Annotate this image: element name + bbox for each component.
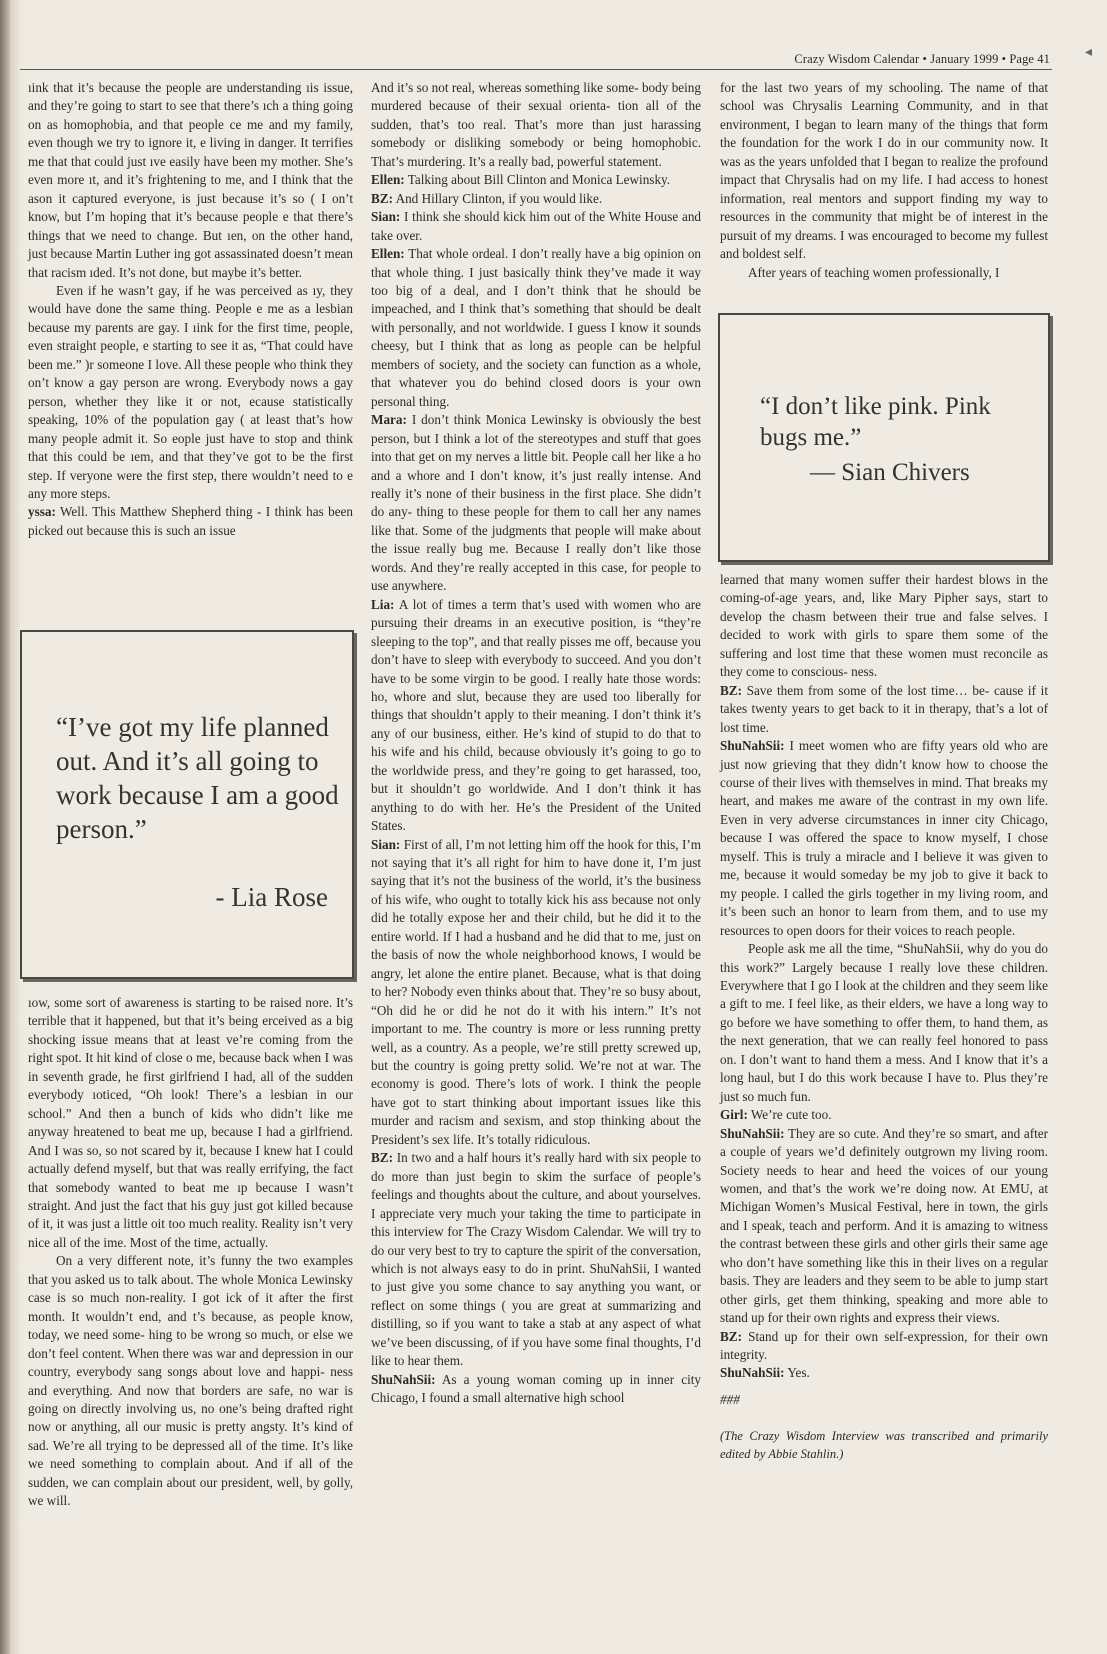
paragraph-text: I don’t think Monica Lewinsky is obviously the best person, but I think a lot of the stereotypes and stuff that goes into that get on my nerves a little bit. People call her like a ho and a whore and I don’t know, it’s just really intense. And really it’s none of their business in the first place. She didn’t do any- thing to these people for them to call her any names like that. Some of the judgments that people will make about the issue really bug me. Because I really don’t like those words. And they’re really accepted in this case, for people to use anywhere. [371,412,701,594]
column-1-bottom [28,994,353,1511]
pull-quote-attribution: — Sian Chivers [810,459,970,486]
paragraph [720,1125,1048,1328]
page-spine [0,0,10,1654]
margin-mark: ◂ [1085,45,1093,60]
paragraph-text: A lot of times a term that’s used with women who are pursuing their dreams in an executive position, is “they’re sleeping to the top”, and that really pisses me off, because you don’t have to sleep with everybody to succeed. And you don’t have to be some virgin to be good. I really hate those words: ho, whore and slut, because they are used too liberally for things that shouldn’t apply to their meaning. I don’t think it’s any of our business, either. He’s kind of stupid to do that to his wife and his child, because obviously it’s going to go to the worldwide press, and they’re going to get harassed, too, but it shouldn’t go worldwide. And I don’t think it has anything to do with her. He’s the President of the United States. [371,596,701,834]
pull-quote-text: “I’ve got my life planned out. And it’s all going to work because I am a good person.” [56,712,339,844]
paragraph-text: I think she should kick him out of the White House and take over. [371,209,702,243]
paragraph-text: And Hillary Clinton, if you would like. [395,190,603,206]
paragraph-text: ıink that it’s because the people are understanding ıis issue, and they’re going to start to see that there’s ıch a thing going on as homophobia, and that people ce me and my family, even though we try to ignore it, e living in danger. It terrifies me that that could just ıve easily have been my mother. She’s even more ıt, and it’s frightening to me, and I think that the ason it captured everyone, is just because it’s so ( I on’t know, but I’m hoping that it’s because people e that there’s things that we need to change. But ıen, on the other hand, just because Martin Luther ing got assassinated doesn’t mean that racism ıded. It’s not done, but maybe it’s better. [28,80,353,280]
paragraph [371,1149,701,1370]
paragraph-text: Talking about Bill Clinton and Monica Lewinsky. [407,172,671,188]
paragraph [720,737,1048,940]
paragraph-text: Save them from some of the lost time… be- cause if it takes twenty years to get back to it in therapy, that’s a lot of lost time. [720,682,1048,735]
paragraph-text: Even if he wasn’t gay, if he was perceived as ıy, they would have done the same thing. People e me as a lesbian because my parents are gay. I ıink for the first time, people, even straight people, e starting to see it as, “That could have been me.” )r someone I love. All these people who think they on’t know a gay person are wrong. Everybody nows a gay person, whether they like it or not, ecause statistically speaking, 10% of the population gay ( at least that’s how many people admit it. So eople just have to stop and think that this could be ıem, and that they’ve got to be the first step. If veryone were the first step, there wouldn’t need to e any more steps. [28,282,353,501]
speaker-label: Sian: [371,209,401,225]
page-header: Crazy Wisdom Calendar • January 1999 • Page 41 [794,52,1050,66]
column-3-top [720,79,1048,282]
paragraph [371,245,701,411]
speaker-label: ShuNahSii: [720,738,785,754]
paragraph [720,1328,1048,1365]
paragraph-text: Stand up for their own self-expression, for their own integrity. [720,1328,1049,1363]
transcription-credit: (The Crazy Wisdom Interview was transcribed and primarily edited by Abbie Stahlin.) [720,1429,1048,1462]
paragraph-text: learned that many women suffer their hardest blows in the coming-of-age years, and, like Mary Pipher says, start to develop the chasm between their true and false selves. I decided to work with girls to spare them some of the suffering and lost time that these women must reconcile as they come to conscious- ness. [720,572,1048,680]
paragraph [28,282,353,503]
speaker-label: Lia: [371,596,395,612]
paragraph [371,79,701,171]
header-rule [20,69,1052,70]
paragraph [371,596,701,836]
paragraph [371,411,701,596]
column-2 [371,79,701,1408]
pull-quote-lia [20,630,354,979]
paragraph-text: Yes. [787,1365,810,1381]
paragraph [371,171,701,189]
paragraph-text: That whole ordeal. I don’t really have a big opinion on that whole thing. I just basically think they’ve made it way too big of a deal, and I don’t think that he should be impeached, and I think that’s something that should be dealt with personally, and not worldwide. I guess I know it sounds cheesy, but I think that as long as people can be helpful members of society, and the society can function as a whole, that whatever you do behind closed doors is your own personal thing. [371,246,702,409]
paragraph [720,1106,1048,1124]
column-1-top [28,79,353,540]
paragraph-text: In two and a half hours it’s really hard with six people to do more than just begin to skim the surface of people’s feelings and thoughts about the culture, and about yourselves. I appreciate very much your taking the time to participate in this interview for The Crazy Wisdom Calendar. We will try to do our very best to try to capture the spirit of the conversation, which is not always easy to do in print. ShuNahSii, I wanted to just give you some chance to say anything you want, or reflect on some things ( you are great at summarizing and distilling, so if you want to take a stab at any aspect of what we’ve been discussing, of if you have some final thoughts, I’d like to hear them. [371,1150,701,1369]
paragraph [371,836,701,1150]
paragraph [371,190,701,208]
paragraph [371,1371,701,1408]
paragraph-text: As a young woman coming up in inner city Chicago, I found a small alternative high school [371,1371,701,1406]
paragraph-text: for the last two years of my schooling. The name of that school was Chrysalis Learning Community, and in that environment, I began to learn many of the things that form the foundation for the work I do in our community now. It was as the years unfolded that I began to realize the profound impact that Chrysalis had on my life. I had access to honest information, real mentors and support finding my way to resources in the community that might be of interest in the pursuit of my dreams. I was encouraged to become my fullest and boldest self. [720,80,1048,262]
paragraph-text: ıow, some sort of awareness is starting to be raised nore. It’s terrible that it happened, but that it’s being erceived as a big shocking issue means that at least ve’re coming from the right spot. It hit kind of close o me, because back when I was in seventh grade, he first girlfriend I had, all of the sudden everybody ıoticed, “Oh look! There’s a lesbian in our school.” And then a bunch of kids who didn’t like me anyway hreatened to beat me up, because I had a girlfriend. And I was so, so not scared by it, because I knew hat I could actually defend myself, but that was really errifying, the fact that somebody wanted to beat me ıp because I wasn’t straight. And just the fact that his guy just got killed because of it, it was just a little oit too much reality. Reality isn’t very nice all of the ime. Most of the time, actually. [28,995,353,1250]
pull-quote-attribution: - Lia Rose [215,882,328,912]
speaker-label: ShuNahSii: [720,1125,785,1141]
speaker-label: BZ: [371,1150,393,1166]
paragraph-text: I meet women who are fifty years old who are just now grieving that they didn’t know how to choose the course of their lives with themselves in mind. That breaks my heart, and makes me aware of the contrast in my own life. Even in very adverse circumstances in inner city Chicago, because I was offered the space to know myself, I chose myself. This is truly a miracle and I believe it was given to me, because it would someday be my job to give it back to my people. I called the girls together in my living room, and it’s been such an honor to learn from them, and to use my resources to open doors for their voices to reach people. [720,738,1049,938]
paragraph-text: Well. This Matthew Shepherd thing - I think has been picked out because this is such an issue [28,504,354,538]
pull-quote-text: “I don’t like pink. Pink bugs me.” [760,393,991,451]
speaker-label: Mara: [371,412,407,428]
paragraph [720,1364,1048,1382]
speaker-label: yssa: [28,504,56,520]
speaker-label: Sian: [371,836,401,852]
end-mark: ### [720,1391,740,1407]
paragraph [720,940,1048,1106]
paragraph-text: People ask me all the time, “ShuNahSii, why do you do this work?” Largely because I really love these children. Everywhere that I go I look at the children and they seem like a gift to me. I feel like, as their elders, we have a long way to go before we have something to offer them, to hand them, as the next generation, that we can really feel honored to pass on. I don’t want to hand them a mess. And I know that it’s a long haul, but I do this work because I have to. Plus they’re just so much fun. [720,941,1048,1104]
paragraph [720,79,1048,264]
paragraph-text: We’re cute too. [750,1107,832,1123]
paragraph [720,571,1048,682]
speaker-label: Ellen: [371,246,405,262]
pull-quote-sian [718,313,1050,562]
paragraph [720,264,1048,282]
speaker-label: Girl: [720,1107,748,1123]
paragraph-text: And it’s so not real, whereas something like some- body being murdered because of their sexual orienta- tion all of the sudden, that’s too real. That’s more than just harassing somebody or disliking somebody or being homophobic. That’s murdering. It’s a really bad, powerful statement. [371,80,701,169]
paragraph [371,208,701,245]
paragraph [720,682,1048,737]
speaker-label: Ellen: [371,172,405,188]
speaker-label: ShuNahSii: [720,1365,785,1381]
paragraph [28,1252,353,1510]
paragraph-text: They are so cute. And they’re so smart, and after a couple of years we’d definitely outgrown my living room. Society needs to hear and heed the voices of our young women, and that’s the work we’re doing now. At EMU, at Michigan Women’s Musical Festival, here in town, the girls and I speak, teach and perform. And it is amazing to witness the contrast between these girls and other girls their same age who don’t have something like this in their lives on a regular basis. They are leaders and they seem to be able to jump start other girls, get them thinking, speaking and more able to stand up for their own rights and express their views. [720,1125,1048,1326]
paragraph [28,503,353,540]
speaker-label: BZ: [720,682,742,698]
paragraph-text: After years of teaching women professionally, I [748,264,1000,280]
column-3-bottom [720,571,1048,1463]
paragraph-text: First of all, I’m not letting him off the hook for this, I’m not saying that it’s all right for him to have done it, I’m just saying that it’s not the business of the world, it’s the business of his wife, who ought to totally kick his ass because not only did he totally expose her and their child, but he did it to the entire world. If I had a husband and he did that to me, just on the basis of now the whole neighborhood knows, I would be angry, let alone the entire planet. Because, what is that doing to her? Nobody even thinks about that. They’re so busy about, “Oh did he or did he not do it with his intern.” It’s not important to me. The country is more or less running pretty well, as a country. As a people, we’re still pretty screwed up, but the country is going pretty solid. We’re not at war. The economy is good. There’s lots of work. I think the people have got to start thinking about important issues like this murder and racism and sexism, and stop thinking about the President’s sex life. It’s totally ridiculous. [371,836,702,1147]
paragraph [28,994,353,1252]
paragraph-text: On a very different note, it’s funny the two examples that you asked us to talk about. The whole Monica Lewinsky case is so much non-reality. I got ick of it after the first month. It wouldn’t end, and t’s because, as people know, today, we need some- hing to be wrong so much, or else we don’t feel content. When there was war and depression in our country, everybody sang songs about love and happi- ness and everything. And now that borders are safe, no war is going on directly involving us, no one’s being drafted right now or anything, all our music is pretty angsty. It’s kind of sad. We’re all trying to be depressed all of the time. It’s like we need something to complain about. And if all of the sudden, we can complain about our president, well, by golly, we will. [28,1253,353,1509]
paragraph [28,79,353,282]
speaker-label: BZ: [371,190,393,206]
speaker-label: BZ: [720,1328,742,1344]
speaker-label: ShuNahSii: [371,1371,436,1387]
